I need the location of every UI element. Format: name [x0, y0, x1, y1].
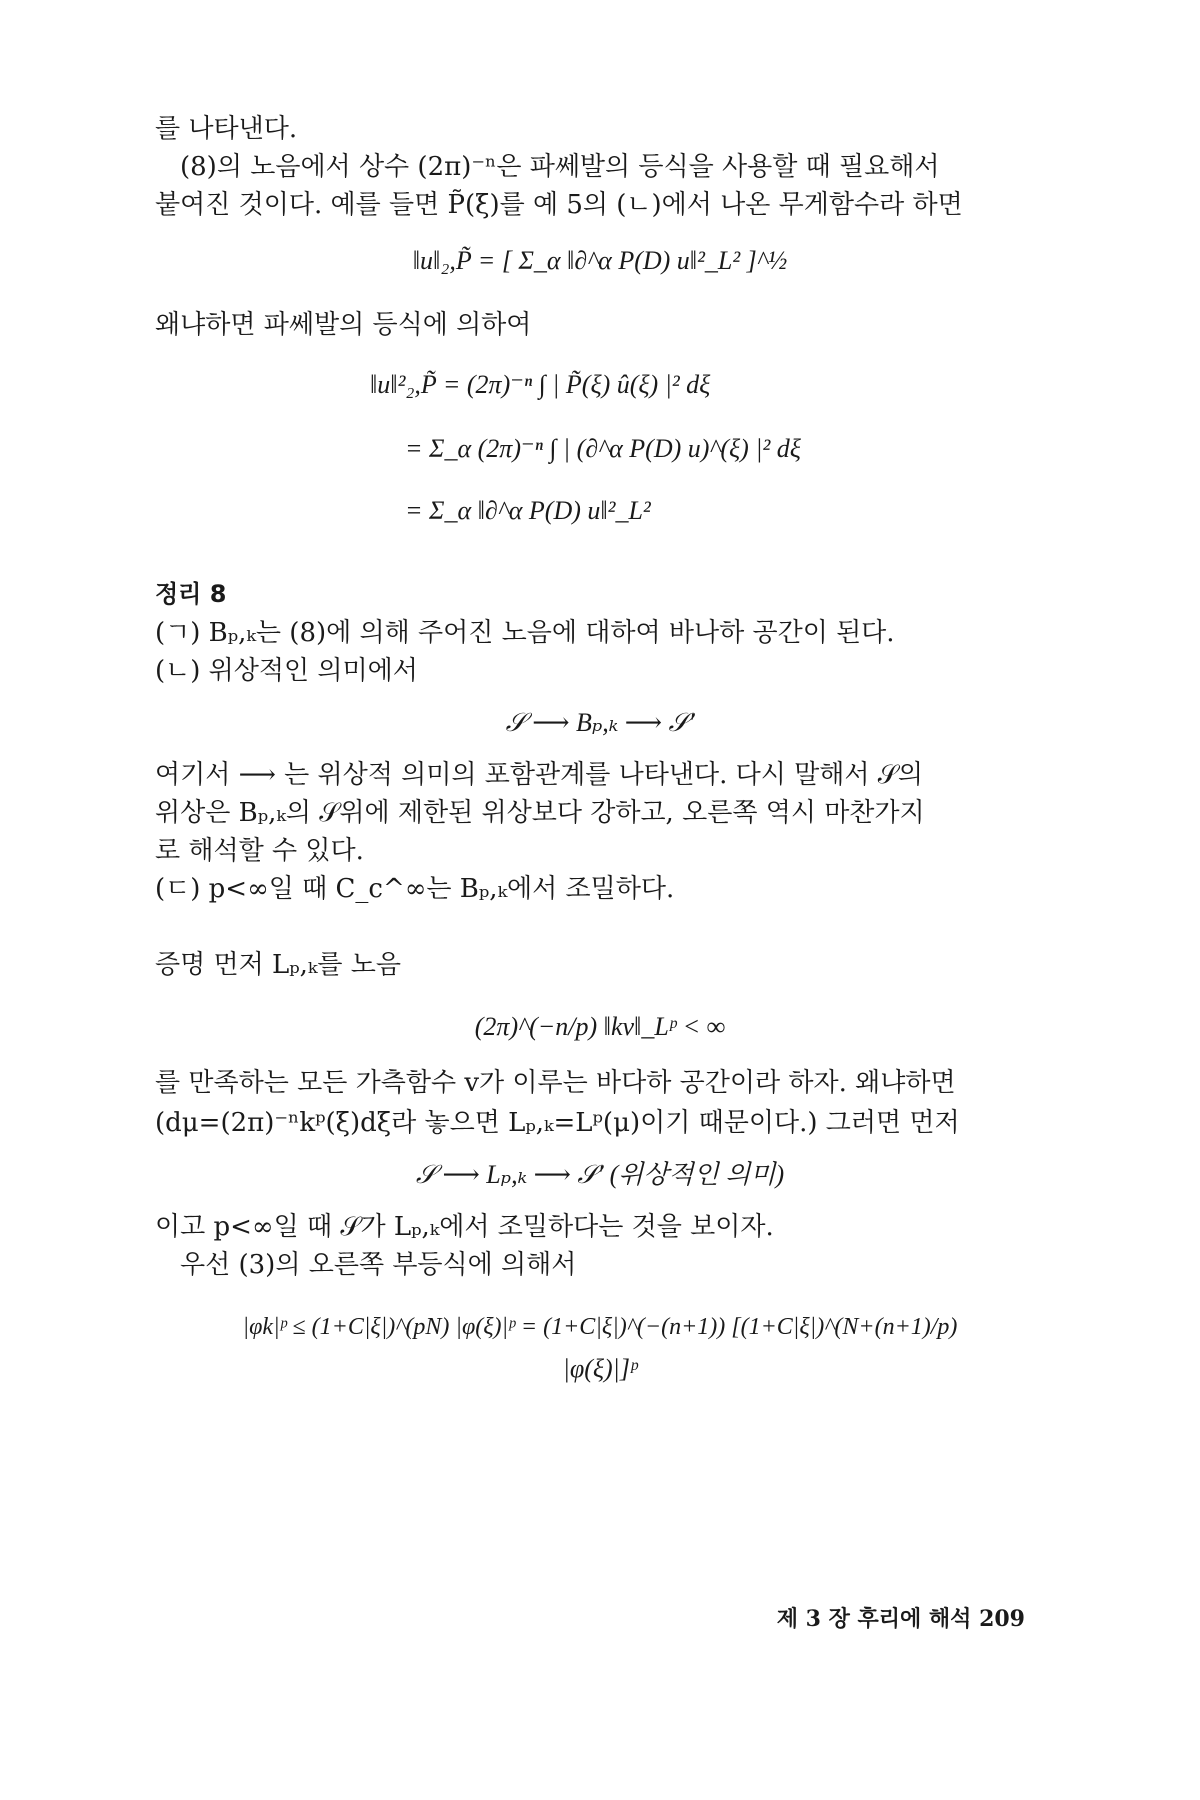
text-line: (8)의 노음에서 상수 (2π)⁻ⁿ은 파쎄발의 등식을 사용할 때 필요해서 — [180, 152, 940, 182]
equation-parseval-2: = Σ_α (2π)⁻ⁿ ∫ | (∂^α P(D) u)^(ξ) |² dξ — [405, 434, 801, 463]
text-line: 붙여진 것이다. 예를 들면 P̃(ξ)를 예 5의 (ㄴ)에서 나온 무게함수라 하면 — [155, 190, 963, 220]
text-line: 왜냐하면 파쎄발의 등식에 의하여 — [155, 310, 532, 340]
equation-norm-condition: (2π)^(−n/p) ‖kv‖_Lᵖ < ∞ — [474, 1012, 726, 1041]
text-line: 위상은 Bₚ,ₖ의 𝒮위에 제한된 위상보다 강하고, 오른쪽 역시 마찬가지 — [155, 798, 925, 828]
text-line: 로 해석할 수 있다. — [155, 836, 364, 866]
equation-inequality-cont: |φ(ξ)|]ᵖ — [562, 1354, 638, 1383]
text-line: 를 만족하는 모든 가측함수 v가 이루는 바다하 공간이라 하자. 왜냐하면 — [155, 1068, 956, 1098]
equation-inclusion-l: 𝒮 ⟶ Lₚ,ₖ ⟶ 𝒮′ (위상적인 의미) — [415, 1160, 785, 1189]
theorem-part-c: (ㄷ) p<∞일 때 C_c^∞는 Bₚ,ₖ에서 조밀하다. — [155, 874, 675, 904]
theorem-part-a: (ㄱ) Bₚ,ₖ는 (8)에 의해 주어진 노음에 대하여 바나하 공간이 된다. — [155, 618, 895, 648]
equation-inclusion: 𝒮 ⟶ Bₚ,ₖ ⟶ 𝒮′ — [505, 708, 695, 737]
text-line: (dμ=(2π)⁻ⁿkᵖ(ξ)dξ라 놓으면 Lₚ,ₖ=Lᵖ(μ)이기 때문이다.) 그러면 먼저 — [155, 1108, 960, 1138]
theorem-part-b: (ㄴ) 위상적인 의미에서 — [155, 656, 418, 686]
theorem-title: 정리 8 — [155, 580, 227, 608]
text-line: 를 나타낸다. — [155, 114, 298, 144]
equation-parseval-3: = Σ_α ‖∂^α P(D) u‖²_L² — [405, 496, 651, 525]
equation-inequality: |φk|ᵖ ≤ (1+C|ξ|)^(pN) |φ(ξ)|ᵖ = (1+C|ξ|)^(−(n+1)) [(1+C|ξ|)^(N+(n+1)/p) — [242, 1314, 958, 1340]
proof-line: 증명 먼저 Lₚ,ₖ를 노음 — [155, 950, 402, 980]
page-footer: 제 3 장 후리에 해석 209 — [776, 1606, 1025, 1632]
text-line: 이고 p<∞일 때 𝒮가 Lₚ,ₖ에서 조밀하다는 것을 보이자. — [155, 1212, 774, 1242]
text-line: 우선 (3)의 오른쪽 부등식에 의해서 — [180, 1250, 577, 1280]
text-line: 여기서 ⟶ 는 위상적 의미의 포함관계를 나타낸다. 다시 말해서 𝒮의 — [155, 760, 923, 790]
equation-parseval-1: ‖u‖²₂,P̃ = (2π)⁻ⁿ ∫ | P̃(ξ) û(ξ) |² dξ — [370, 370, 711, 399]
equation-norm-definition: ‖u‖₂,P̃ = [ Σ_α ‖∂^α P(D) u‖²_L² ]^½ — [412, 246, 788, 275]
